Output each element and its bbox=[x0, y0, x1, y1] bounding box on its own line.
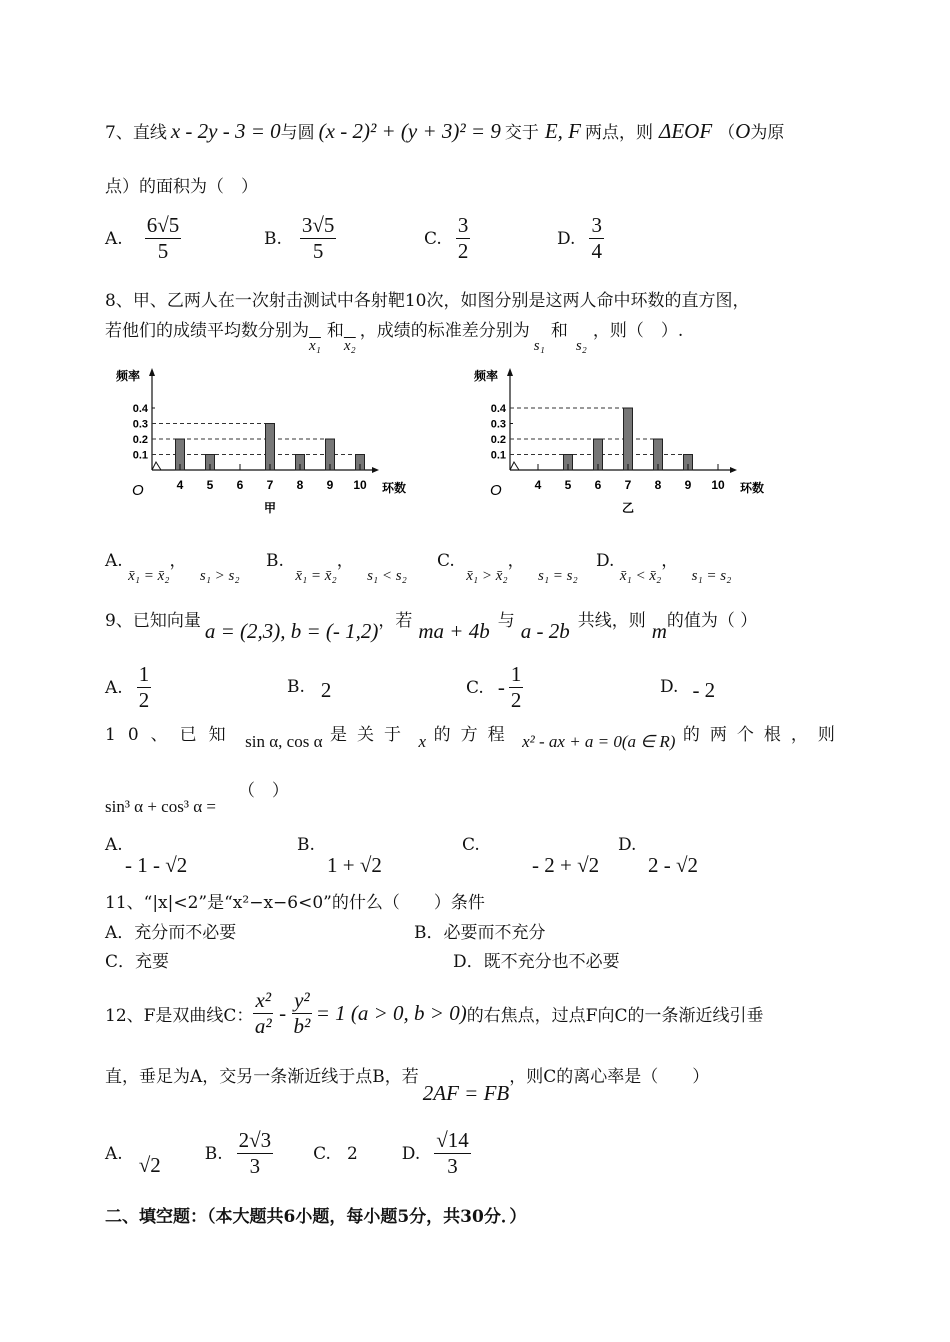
q12-equation: = 1 (a > 0, b > 0) bbox=[315, 1001, 467, 1026]
y-axis-arrow bbox=[507, 368, 513, 376]
frac-den: 4 bbox=[591, 239, 602, 264]
option-label: B. bbox=[264, 228, 282, 249]
y-tick-label: 0.2 bbox=[132, 434, 148, 446]
q8-line1: 8、甲、乙两人在一次射击测试中各射靶10次，如图分别是这两人命中环数的直方图， bbox=[105, 291, 750, 311]
q7-line2: 点）的面积为（ ） bbox=[105, 177, 258, 197]
y-tick-label: 0.4 bbox=[490, 403, 506, 415]
q8-x1: x₁ bbox=[309, 338, 321, 354]
histogram-yi bbox=[468, 362, 788, 522]
q7-mid2: 交于 bbox=[504, 123, 539, 143]
option-label: B. bbox=[266, 551, 284, 571]
q9-line bbox=[105, 606, 758, 643]
frac-num: 3 bbox=[456, 213, 471, 239]
x-tick-label: 9 bbox=[684, 478, 692, 492]
q7-option-d bbox=[557, 213, 604, 264]
x-tick-label: 8 bbox=[654, 478, 662, 492]
option-value: - 2 + √2 bbox=[532, 853, 600, 877]
origin-label: O bbox=[490, 482, 502, 499]
q8-option-c: C. x̄₁ > x̄₂， s₁ = s₂ bbox=[437, 551, 578, 584]
frac-den: b² bbox=[293, 1014, 311, 1039]
option-expr: s₁ > s₂ bbox=[199, 568, 240, 584]
q10-option-a bbox=[105, 835, 188, 880]
frac-den: 3 bbox=[447, 1154, 458, 1179]
q7-option-a bbox=[105, 213, 181, 264]
q7-paren: （ bbox=[718, 123, 736, 143]
q10-expression: sin³ α + cos³ α = bbox=[105, 797, 216, 816]
q11-option-a: A．充分而不必要 bbox=[105, 923, 237, 943]
x-axis-arrow bbox=[730, 467, 737, 473]
y-tick-label: 0.3 bbox=[490, 418, 506, 431]
q10-x: x bbox=[418, 732, 427, 751]
frac-den: 5 bbox=[312, 239, 324, 264]
option-expr: s₁ = s₂ bbox=[691, 568, 732, 584]
x-tick-label: 8 bbox=[296, 478, 304, 492]
q7-lead: 7、直线 bbox=[105, 123, 167, 143]
frac-num: x² bbox=[253, 988, 273, 1014]
q9-vectors: a = (2,3), b = (- 1,2) bbox=[204, 619, 379, 643]
y-tick-label: 0.1 bbox=[490, 449, 506, 462]
option-expr: x̄₁ < x̄₂ bbox=[619, 568, 662, 584]
section-heading: 二、填空题：（本大题共6小题，每小题5分，共30分．） bbox=[105, 1207, 527, 1227]
option-label: D. bbox=[618, 835, 637, 855]
q9-lead: 9、已知向量 bbox=[105, 611, 201, 631]
option-label: B. bbox=[297, 835, 315, 855]
y-tick-label: 0.3 bbox=[132, 418, 148, 431]
q9-m: m bbox=[651, 619, 667, 643]
frac-den: a² bbox=[254, 1014, 272, 1039]
option-label: D. bbox=[660, 676, 679, 697]
option-label: A. bbox=[105, 835, 123, 855]
option-expr: s₁ < s₂ bbox=[367, 568, 407, 584]
q7-triangle: ΔEOF bbox=[659, 119, 713, 143]
q9-option-c bbox=[466, 662, 523, 713]
option-label: C. bbox=[466, 677, 484, 698]
frac-den: 2 bbox=[138, 688, 150, 713]
q12-vector: 2AF = FB bbox=[422, 1081, 510, 1105]
q10-option-b bbox=[297, 835, 382, 880]
q11-option-d: D．既不充分也不必要 bbox=[453, 952, 620, 972]
option-label: D. bbox=[401, 1143, 421, 1164]
frac-num: 1 bbox=[137, 662, 152, 688]
option-label: D. bbox=[557, 228, 576, 249]
x-tick-label: 4 bbox=[534, 478, 542, 492]
q8-x2: x₂ bbox=[343, 338, 356, 354]
y-tick-label: 0.1 bbox=[132, 449, 148, 462]
frac-num: 6√5 bbox=[145, 213, 182, 239]
option-sign: - bbox=[497, 675, 505, 700]
option-expr: x̄₁ = x̄₂ bbox=[295, 568, 337, 584]
x-tick-label: 9 bbox=[326, 478, 334, 492]
q12-options bbox=[105, 1128, 471, 1179]
q12-tail: 的右焦点，过点F向C的一条渐近线引垂 bbox=[466, 1006, 764, 1027]
frac-den: 3 bbox=[249, 1154, 261, 1179]
q12-line2 bbox=[105, 1062, 710, 1105]
y-axis-arrow bbox=[149, 368, 155, 376]
option-label: A. bbox=[105, 677, 123, 698]
q10-option-c bbox=[462, 835, 600, 880]
q9-mid: ，若 bbox=[378, 611, 413, 631]
q11-option-c: C．充要 bbox=[105, 952, 170, 972]
q8-text: ，则（ ）. bbox=[592, 321, 684, 341]
x-tick-label: 7 bbox=[624, 478, 632, 492]
option-value: 2 bbox=[320, 678, 332, 702]
q9-mid2: 与 bbox=[497, 611, 515, 631]
x-tick-label: 5 bbox=[564, 478, 572, 492]
frac-den: 5 bbox=[157, 239, 169, 264]
q9-tail: 的值为（ ） bbox=[666, 611, 758, 631]
option-label: D. bbox=[596, 551, 615, 571]
frac-num: y² bbox=[292, 988, 312, 1014]
q7-mid3: 两点，则 bbox=[585, 123, 654, 143]
q8-line2 bbox=[105, 316, 684, 354]
q7-circle-eq: (x - 2)² + (y + 3)² = 9 bbox=[318, 119, 501, 143]
option-value: - 1 - √2 bbox=[125, 853, 188, 877]
option-label: A. bbox=[105, 1143, 123, 1164]
option-expr: x̄₁ = x̄₂ bbox=[128, 568, 170, 584]
q11-option-b: B．必要而不充分 bbox=[414, 923, 546, 943]
q10-tail: 的两个根，则 bbox=[682, 725, 845, 745]
bar bbox=[624, 408, 633, 470]
q10-mid: 是关于 bbox=[330, 725, 411, 745]
frac-num: 2√3 bbox=[237, 1128, 274, 1154]
q7-points: E, F bbox=[544, 119, 582, 143]
x-tick-label: 7 bbox=[266, 478, 274, 492]
option-label: C. bbox=[462, 835, 480, 855]
option-label: C. bbox=[437, 551, 455, 571]
option-label: B. bbox=[204, 1143, 223, 1164]
q10-sincos: sin α, cos α bbox=[245, 732, 323, 751]
q8-text: ，成绩的标准差分别为 bbox=[359, 321, 530, 341]
q8-s1: s₁ bbox=[533, 338, 545, 354]
q12-lead: 12、F是双曲线C： bbox=[105, 1006, 254, 1027]
option-label: A. bbox=[105, 228, 123, 249]
bar bbox=[266, 424, 275, 471]
q8-text: 和 bbox=[326, 321, 344, 341]
q12-line1 bbox=[105, 988, 764, 1039]
x-tick-label: 6 bbox=[236, 478, 244, 492]
frac-num: √14 bbox=[434, 1128, 471, 1154]
q9-option-b bbox=[287, 674, 332, 702]
option-label: C. bbox=[424, 228, 442, 249]
q8-option-d: D. x̄₁ < x̄₂， s₁ = s₂ bbox=[596, 551, 732, 584]
q8-text: 和 bbox=[550, 321, 568, 341]
q9-expr1: ma + 4b bbox=[418, 619, 490, 643]
q10-lead: 10、已知 bbox=[105, 725, 238, 745]
frac-num: 3 bbox=[589, 213, 604, 239]
q8-option-a: A. x̄₁ = x̄₂， s₁ > s₂ bbox=[105, 551, 240, 584]
x-tick-label: 6 bbox=[594, 478, 602, 492]
y-axis-label: 频率 bbox=[116, 369, 141, 383]
q7-line-eq: x - 2y - 3 = 0 bbox=[170, 119, 281, 143]
q9-mid3: 共线，则 bbox=[577, 611, 646, 631]
y-tick-label: 0.4 bbox=[132, 403, 148, 415]
option-expr: s₁ = s₂ bbox=[538, 568, 578, 584]
chart-title: 甲 bbox=[263, 501, 277, 515]
chart-title: 乙 bbox=[621, 501, 635, 515]
x-axis-arrow bbox=[372, 467, 379, 473]
q8-s2: s₂ bbox=[575, 338, 587, 354]
axis-break bbox=[152, 462, 165, 470]
option-label: A. bbox=[105, 551, 123, 571]
option-label: B. bbox=[287, 676, 305, 697]
q8-option-b: B. x̄₁ = x̄₂， s₁ < s₂ bbox=[266, 551, 407, 584]
option-value: 2 - √2 bbox=[648, 853, 699, 877]
y-tick-label: 0.2 bbox=[490, 434, 506, 446]
q9-option-d bbox=[660, 674, 716, 702]
q12-text: 直，垂足为A，交另一条渐近线于点B，若 bbox=[105, 1067, 419, 1087]
frac-num: 1 bbox=[509, 662, 524, 688]
q12-text: ，则C的离心率是（ ） bbox=[509, 1067, 710, 1087]
option-value: 1 + √2 bbox=[327, 853, 382, 877]
frac-den: 2 bbox=[457, 239, 469, 264]
q8-text: 若他们的成绩平均数分别为 bbox=[105, 321, 309, 341]
x-tick-label: 10 bbox=[353, 478, 367, 492]
option-expr: x̄₁ > x̄₂ bbox=[466, 568, 508, 584]
frac-num: 3√5 bbox=[300, 213, 337, 239]
x-axis-label: 环数 bbox=[740, 481, 765, 495]
axis-break bbox=[510, 462, 523, 470]
q9-expr2: a - 2b bbox=[520, 619, 570, 643]
q10-mid2: 的方程 bbox=[433, 725, 515, 745]
option-value: - 2 bbox=[692, 678, 716, 702]
q7-tail: 为原 bbox=[750, 123, 785, 143]
option-label: C. bbox=[313, 1143, 331, 1164]
option-value: √2 bbox=[138, 1153, 161, 1178]
x-tick-label: 4 bbox=[176, 478, 184, 492]
q10-equation: x² - ax + a = 0(a ∈ R) bbox=[522, 732, 676, 751]
frac-den: 2 bbox=[510, 688, 522, 713]
option-value: 2 bbox=[346, 1143, 358, 1164]
x-tick-label: 10 bbox=[711, 478, 725, 492]
histogram-jia bbox=[110, 362, 430, 522]
q10-line2 bbox=[105, 776, 289, 816]
origin-label: O bbox=[132, 482, 144, 499]
q7-option-c bbox=[424, 213, 470, 264]
q12-minus: - bbox=[279, 1001, 287, 1026]
x-tick-label: 5 bbox=[206, 478, 214, 492]
q10-paren: （ ） bbox=[237, 781, 289, 801]
x-axis-label: 环数 bbox=[382, 481, 407, 495]
q7-line1 bbox=[105, 118, 784, 144]
q9-option-a bbox=[105, 662, 151, 713]
y-axis-label: 频率 bbox=[474, 369, 499, 383]
q7-option-b bbox=[264, 213, 336, 264]
q10-option-d bbox=[618, 835, 699, 880]
q7-origin: O bbox=[735, 119, 751, 143]
q7-mid: 与圆 bbox=[280, 123, 315, 143]
q11-line: 11、“|x|<2”是“x²−x−6<0”的什么（ ）条件 bbox=[105, 893, 485, 913]
q10-line1 bbox=[105, 720, 845, 751]
